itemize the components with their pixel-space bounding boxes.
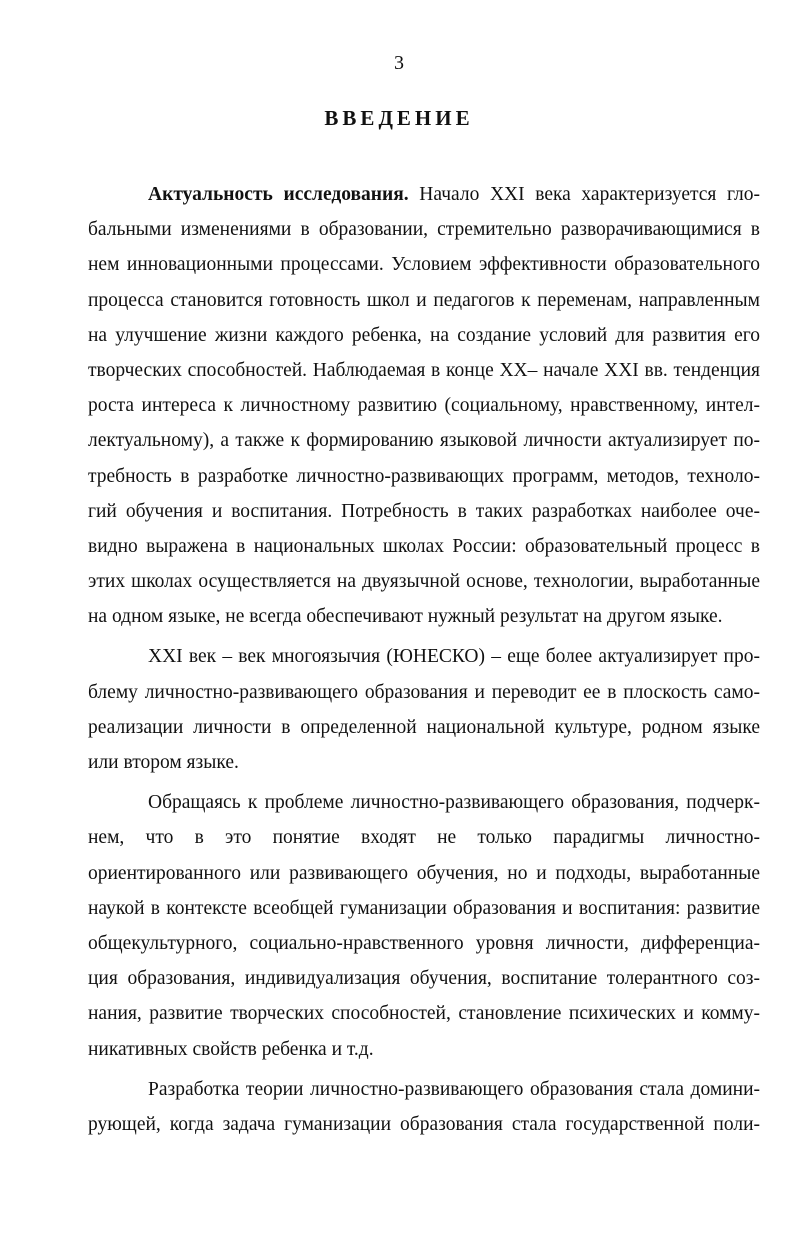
text-line: блему личностно-развивающего образования и переводит ее в плоскость само- [88, 681, 760, 703]
text-line: или втором языке. [88, 752, 239, 773]
text-line: реализации личности в определенной национальной культуре, родном языке [88, 716, 760, 738]
text-line: этих школах осуществляется на двуязычной основе, технологии, выработанные [88, 571, 760, 593]
lead-phrase: Актуальность исследования. [148, 184, 409, 205]
page-number: 3 [394, 52, 404, 74]
text-line: требность в разработке личностно-развивающих программ, методов, технолo- [88, 465, 760, 487]
text-line: гий обучения и воспитания. Потребность в таких разработках наиболее оче- [88, 500, 760, 522]
text-line: общекультурного, социально-нравственного уровня личности, дифференциа- [88, 932, 760, 954]
text-line: нем инновационными процессами. Условием эффективности образовательного [88, 254, 760, 276]
line-text: Начало XXI века характеризуется гло- [408, 184, 760, 205]
text-line: процесса становится готовность школ и педагогов к переменам, направленным [88, 289, 760, 311]
text-line: Разработка теории личностно-развивающего образования стала домини- [148, 1078, 760, 1100]
text-line: ция образования, индивидуализация обучения, воспитание толерантного соз- [88, 968, 760, 990]
text-line: XXI век – век многоязычия (ЮНЕСКО) – еще более актуализирует про- [148, 646, 760, 668]
text-line: нания, развитие творческих способностей, становление психических и комму- [88, 1003, 760, 1025]
text-line: ориентированного или развивающего обучения, но и подходы, выработанные [88, 862, 760, 884]
body-text [88, 177, 760, 1142]
text-line: Обращаясь к проблеме личностно-развивающего образования, подчерк- [148, 792, 760, 814]
text-line: на улучшение жизни каждого ребенка, на создание условий для развития его [88, 324, 760, 346]
text-line [88, 177, 760, 212]
text-line: никативных свойств ребенка и т.д. [88, 1038, 374, 1060]
text-line: нем, что в это понятие входят не только парадигмы личностно- [88, 827, 760, 849]
text-line: лектуальному), а также к формированию языковой личности актуализирует по- [88, 430, 760, 452]
section-heading: ВВЕДЕНИЕ [324, 106, 474, 130]
text-line: роста интереса к личностному развитию (социальному, нравственному, интел- [88, 395, 760, 417]
text-line: бальными изменениями в образовании, стремительно разворачивающимися в [88, 219, 760, 241]
text-line: на одном языке, не всегда обеспечивают нужный результат на другом языке. [88, 606, 723, 628]
text-line: рующей, когда задача гуманизации образования стала государственной поли- [88, 1113, 760, 1135]
text-line: творческих способностей. Наблюдаемая в конце XX– начале XXI вв. тенденция [88, 359, 760, 381]
text-line: видно выражена в национальных школах России: образовательный процесс в [88, 535, 760, 557]
text-line: наукой в контексте всеобщей гуманизации образования и воспитания: развитие [88, 897, 760, 919]
